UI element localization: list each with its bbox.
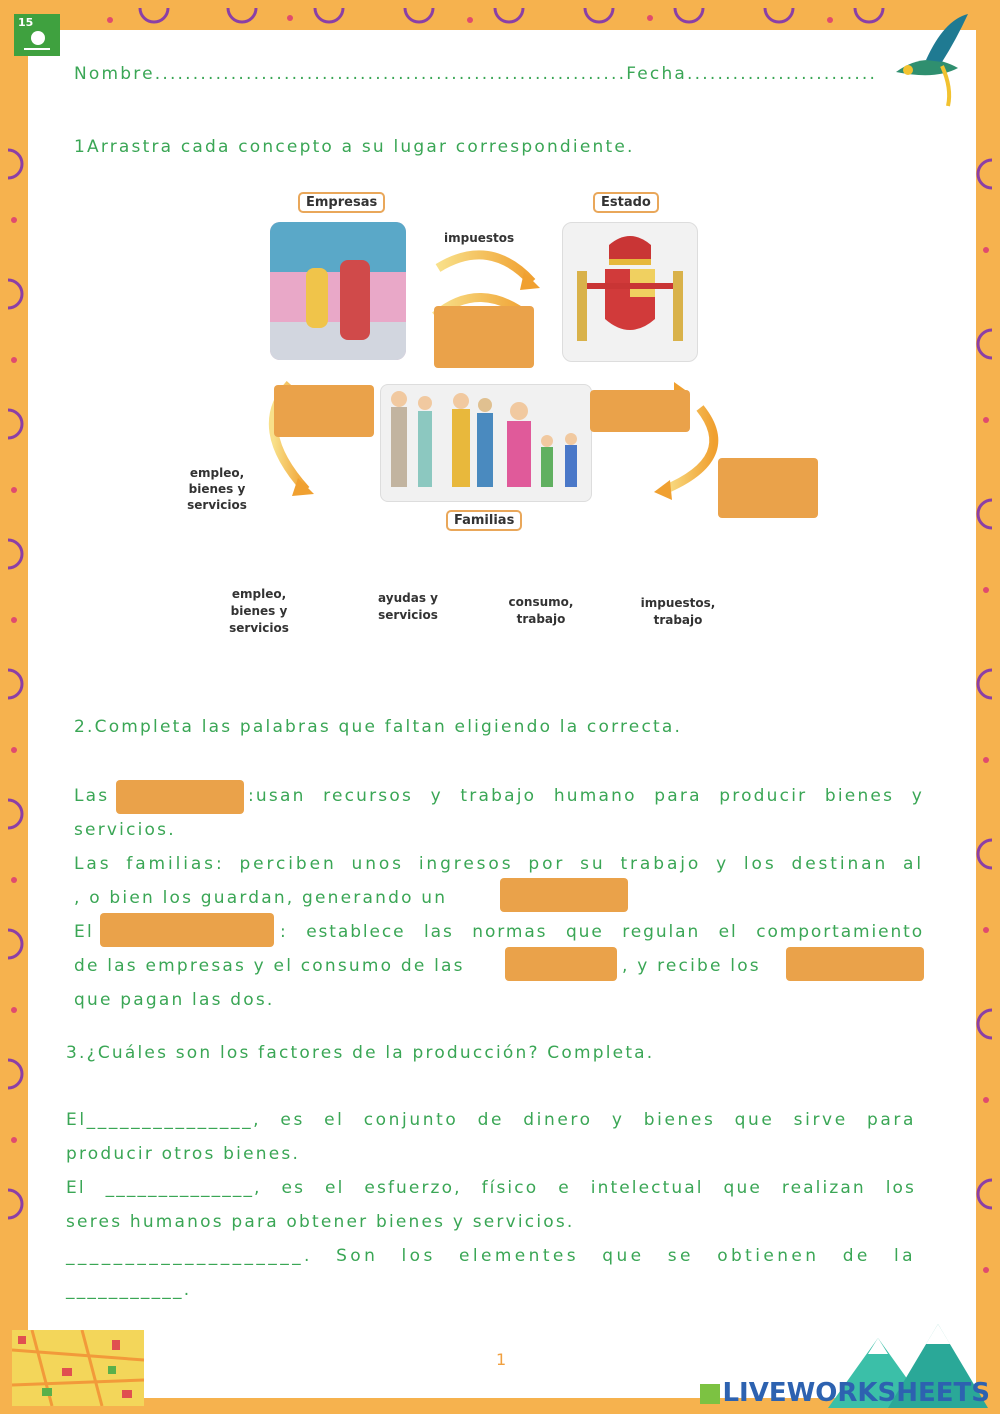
q2-line-3a: El — [74, 922, 94, 942]
name-label: Nombre — [74, 64, 155, 84]
date-label: Fecha — [626, 64, 688, 84]
drop-target-estado-familias[interactable] — [718, 458, 818, 518]
q2-line-3b: : establece las normas que regulan el comportamiento — [280, 922, 924, 942]
drag-card-impuestos[interactable]: impuestos, trabajo — [640, 596, 716, 627]
drag-card-ayudas[interactable]: ayudas y servicios — [378, 591, 438, 622]
page-number: 1 — [496, 1350, 507, 1369]
sdg-badge-icon: 15 — [14, 14, 60, 56]
label-empleo-bienes-servicios: empleo, bienes y servicios — [187, 466, 247, 512]
q2-instruction: 2.Completa las palabras que faltan eligiendo la correcta. — [74, 717, 683, 737]
drop-target-impuestos-return[interactable] — [434, 306, 534, 368]
label-estado: Estado — [593, 192, 659, 213]
q1-instruction: 1Arrastra cada concepto a su lugar correspondiente. — [74, 137, 635, 157]
drag-card-consumo[interactable]: consumo, trabajo — [508, 595, 574, 626]
label-empresas: Empresas — [298, 192, 385, 213]
q2-line-1b: :usan recursos y trabajo humano para producir bienes y — [248, 786, 924, 806]
q2-line-3e: que pagan las dos. — [74, 990, 275, 1010]
q2-line-2a: Las familias: perciben unos ingresos por su trabajo y los destinan al — [74, 854, 924, 874]
q3-line-3[interactable]: El ______________, es el esfuerzo, físico e intelectual que realizan los — [66, 1178, 916, 1198]
blank-ahorro[interactable] — [500, 878, 628, 912]
q2-line-1a: Las — [74, 786, 110, 806]
parrot-icon — [886, 10, 976, 110]
q2-line-2b: , o bien los guardan, generando un — [74, 888, 448, 908]
date-field[interactable]: ......................... — [687, 64, 878, 84]
label-familias: Familias — [446, 510, 522, 531]
label-impuestos: impuestos — [444, 231, 515, 245]
q3-line-5[interactable]: ____________________. Son los elementes que se obtienen de la — [66, 1246, 916, 1266]
blank-estado[interactable] — [100, 913, 274, 947]
blank-empresas[interactable] — [116, 780, 244, 814]
name-field[interactable]: .............................................................. — [154, 64, 627, 84]
q3-line-2: producir otros bienes. — [66, 1144, 301, 1164]
liveworksheets-logo: LIVEWORKSHEETS — [700, 1378, 990, 1408]
drop-target-familias-estado[interactable] — [590, 390, 690, 432]
city-map-icon — [12, 1330, 144, 1406]
q2-line-3c: de las empresas y el consumo de las — [74, 956, 465, 976]
blank-familias[interactable] — [505, 947, 617, 981]
name-date-line — [74, 64, 878, 84]
blank-impuestos[interactable] — [786, 947, 924, 981]
q2-line-3d: , y recibe los — [622, 956, 761, 976]
drag-card-empleo[interactable]: empleo, bienes y servicios — [229, 587, 289, 635]
drop-target-familias-empresas[interactable] — [274, 385, 374, 437]
q3-line-6[interactable]: ___________. — [66, 1280, 192, 1300]
q3-line-1[interactable]: El_______________, es el conjunto de dinero y bienes que sirve para — [66, 1110, 916, 1130]
q3-line-4: seres humanos para obtener bienes y servicios. — [66, 1212, 575, 1232]
q3-instruction: 3.¿Cuáles son los factores de la producción? Completa. — [66, 1043, 655, 1063]
q2-line-1c: servicios. — [74, 820, 176, 840]
